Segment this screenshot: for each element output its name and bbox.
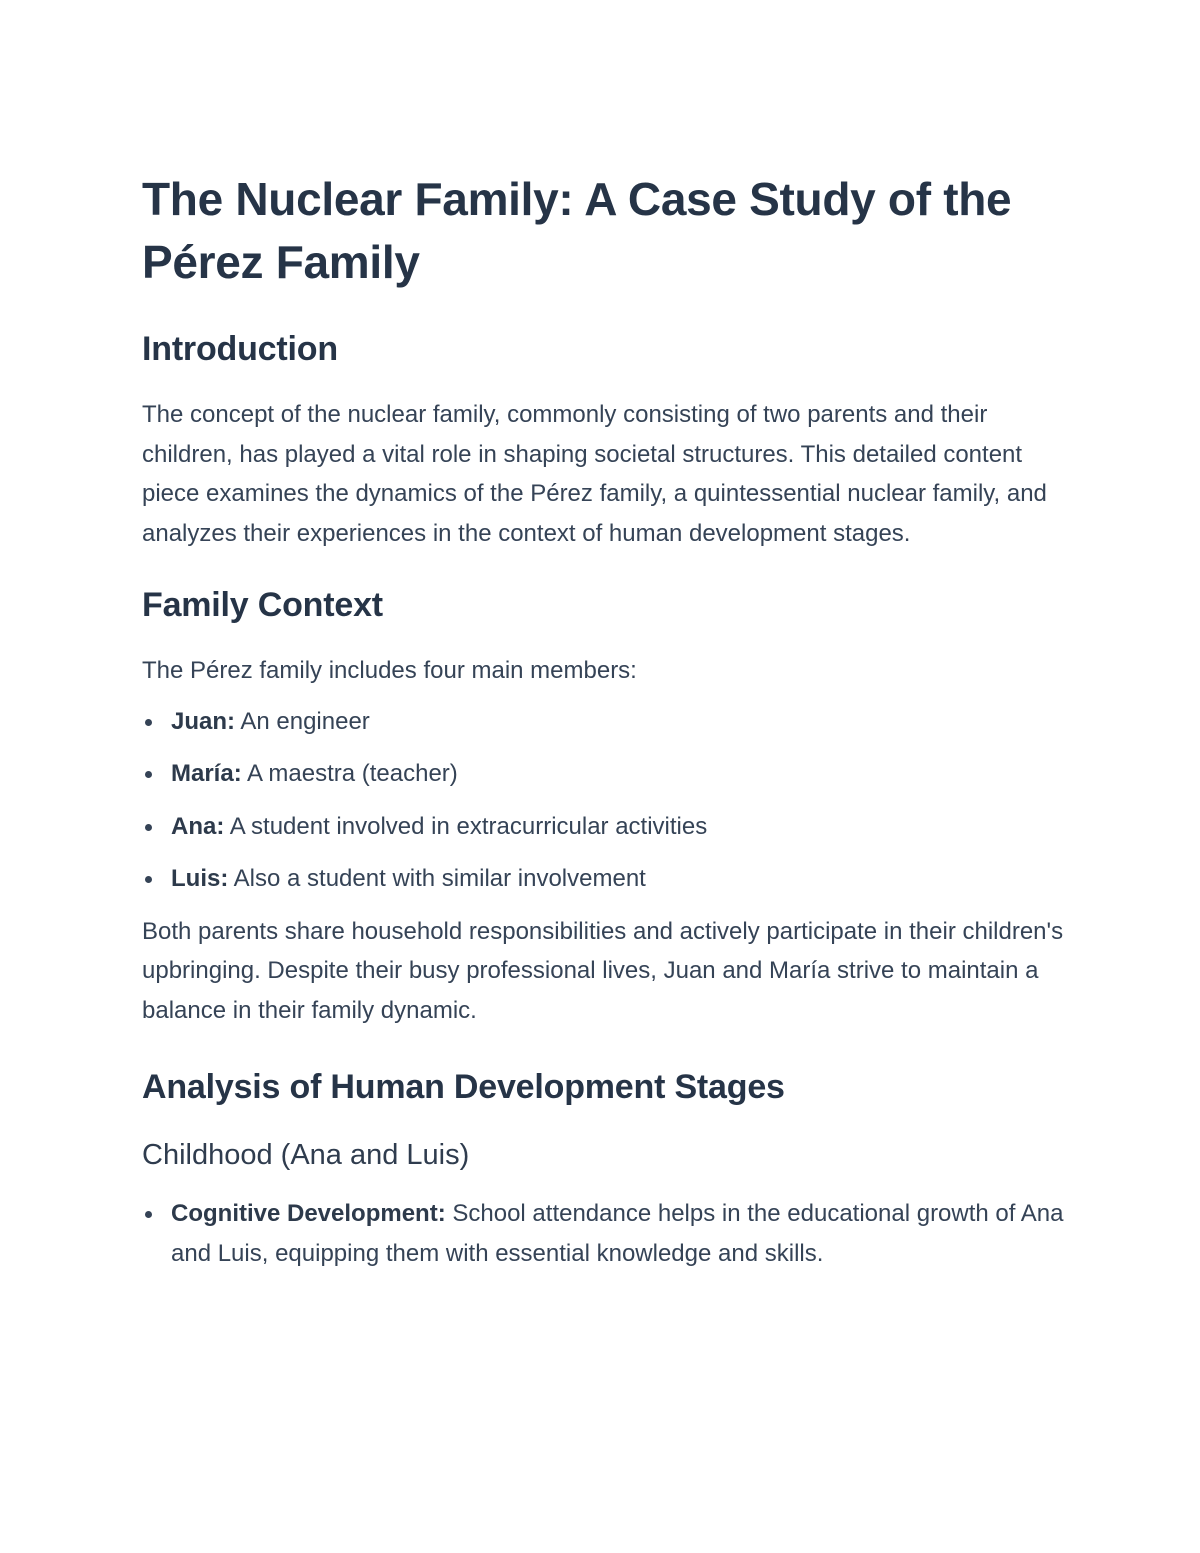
list-item [142, 754, 1072, 794]
bullet-icon [145, 719, 152, 726]
childhood-list [142, 1194, 1072, 1273]
family-context-paragraph: Both parents share household responsibilities and actively participate in their children's upbringing. Despite their busy professional lives, Juan and María strive to maintain a balance in their family dynamic. [142, 917, 1064, 1024]
list-item [142, 807, 1072, 847]
list-item [142, 859, 1072, 899]
list-item [142, 1194, 1072, 1273]
analysis-heading: Analysis of Human Development Stages [142, 1068, 785, 1106]
member-name: María: [171, 760, 242, 787]
family-members-list [142, 702, 1072, 899]
childhood-subheading: Childhood (Ana and Luis) [142, 1139, 470, 1171]
bullet-icon [145, 1211, 152, 1218]
introduction-paragraph: The concept of the nuclear family, commonly consisting of two parents and their children, has played a vital role in shaping societal structures. This detailed content piece examines the dynamics of the Pérez family, a quintessential nuclear family, and analyzes their experiences in the context of human development stages. [142, 401, 1047, 547]
member-name: Luis: [171, 865, 229, 892]
item-text: School attendance helps in the educational growth of Ana and Luis, equipping them with essential knowledge and skills. [171, 1200, 1064, 1267]
bullet-icon [145, 824, 152, 831]
document-page [142, 168, 1072, 1273]
introduction-heading: Introduction [142, 330, 338, 368]
family-context-heading: Family Context [142, 586, 383, 624]
bullet-icon [145, 876, 152, 883]
document-title: The Nuclear Family: A Case Study of the Pérez Family [142, 173, 1012, 288]
member-description: Also a student with similar involvement [228, 865, 646, 892]
member-description: An engineer [235, 707, 370, 735]
family-context-intro: The Pérez family includes four main members: [142, 657, 637, 684]
member-description: A student involved in extracurricular activities [224, 812, 708, 840]
member-name: Juan: [171, 707, 236, 735]
bullet-icon [145, 771, 152, 778]
list-item [142, 702, 1072, 742]
member-name: Ana: [171, 812, 225, 840]
item-label: Cognitive Development: [171, 1200, 446, 1227]
member-description: A maestra (teacher) [241, 760, 458, 787]
